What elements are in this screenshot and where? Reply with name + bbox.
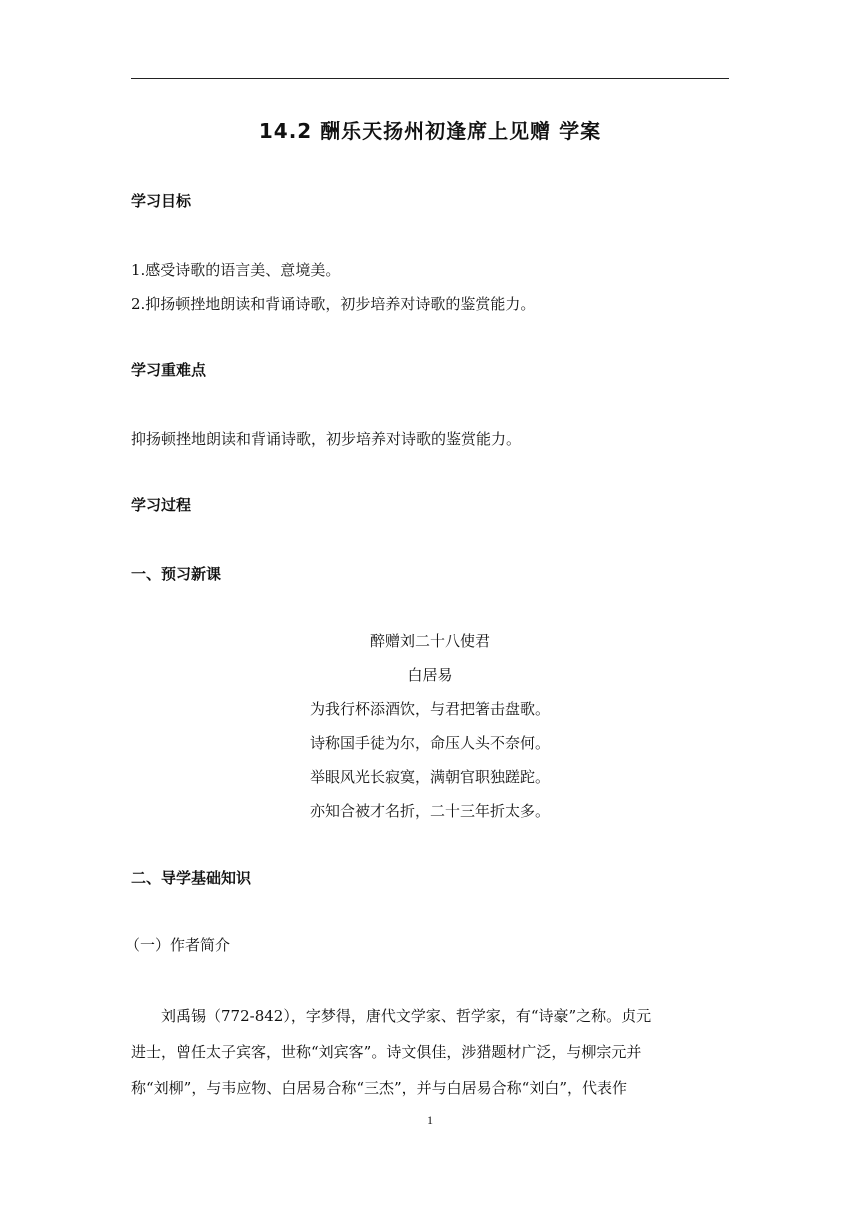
header-rule — [131, 78, 729, 79]
objective-item-1: 1.感受诗歌的语言美、意境美。 — [131, 261, 341, 279]
poem-title: 醉赠刘二十八使君 — [369, 632, 490, 650]
author-intro-heading: （一）作者简介 — [125, 936, 231, 954]
key-points-text: 抑扬顿挫地朗读和背诵诗歌，初步培养对诗歌的鉴赏能力。 — [131, 430, 522, 448]
poem-line-3: 举眼风光长寂寞，满朝官职独蹉跎。 — [309, 768, 550, 786]
page-number: 1 — [427, 1113, 433, 1127]
preview-heading: 一、预习新课 — [131, 565, 222, 583]
basics-heading: 二、导学基础知识 — [131, 869, 252, 887]
author-intro-line-3: 称“刘柳”，与韦应物、白居易合称“三杰”，并与白居易合称“刘白”，代表作 — [131, 1079, 628, 1097]
poem-line-1: 为我行杯添酒饮，与君把箸击盘歌。 — [309, 700, 550, 718]
poem-line-2: 诗称国手徒为尔，命压人头不奈何。 — [309, 734, 550, 752]
objectives-heading: 学习目标 — [131, 192, 192, 210]
page-title: 14.2 酬乐天扬州初逢席上见赠 学案 — [258, 119, 602, 143]
poem-author: 白居易 — [407, 666, 453, 684]
author-intro-line-2: 进士，曾任太子宾客，世称“刘宾客”。诗文俱佳，涉猎题材广泛，与柳宗元并 — [131, 1043, 642, 1061]
key-points-heading: 学习重难点 — [131, 361, 207, 379]
author-intro-line-1: 刘禹锡（772-842），字梦得，唐代文学家、哲学家，有“诗豪”之称。贞元 — [161, 1007, 652, 1025]
process-heading: 学习过程 — [131, 496, 192, 514]
objective-item-2: 2.抑扬顿挫地朗读和背诵诗歌，初步培养对诗歌的鉴赏能力。 — [131, 295, 536, 313]
author-intro-paragraph — [131, 998, 729, 1106]
poem-line-4: 亦知合被才名折，二十三年折太多。 — [309, 802, 550, 820]
